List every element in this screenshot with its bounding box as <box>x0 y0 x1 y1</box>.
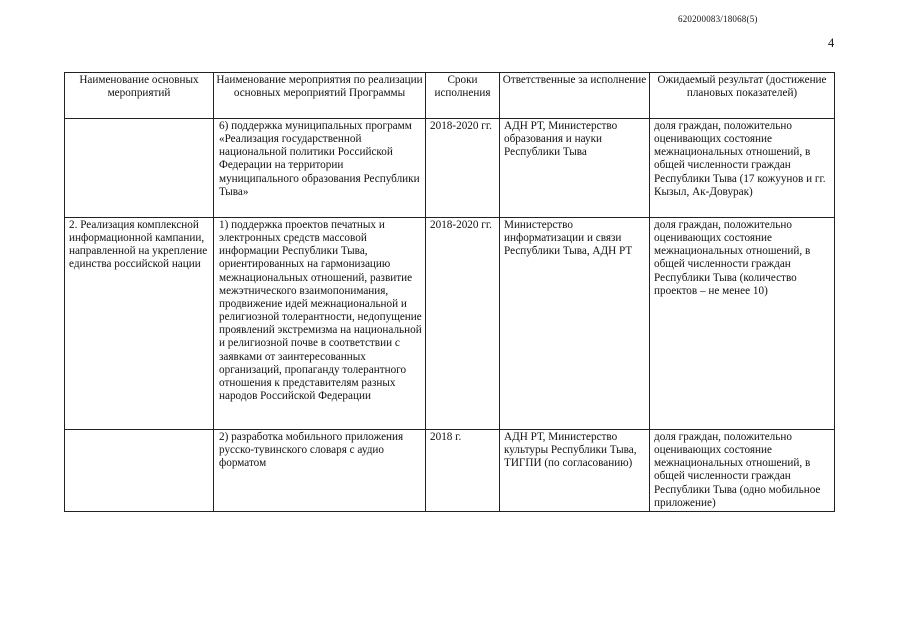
cell-result: доля граждан, положительно оценивающих состояние межнациональных отношений, в общей численности граждан Республики Тыва (количество проектов – не менее 10) <box>650 218 835 430</box>
table-row <box>65 119 835 218</box>
cell-terms: 2018-2020 гг. <box>426 218 500 430</box>
cell-result: доля граждан, положительно оценивающих состояние межнациональных отношений, в общей численности граждан Республики Тыва (17 кожуунов и гг. Кызыл, Ак-Довурак) <box>650 119 835 218</box>
cell-activity: 6) поддержка муниципальных программ «Реализация государственной национальной политики Российской Федерации на территории муниципального образования Республики Тыва» <box>214 119 426 218</box>
cell-main: 2. Реализация комплексной информационной кампании, направленной на укрепление единства российской нации <box>65 218 214 430</box>
cell-terms: 2018-2020 гг. <box>426 119 500 218</box>
table-row <box>65 430 835 512</box>
header-responsible: Ответственные за исполнение <box>500 73 650 119</box>
cell-terms: 2018 г. <box>426 430 500 512</box>
header-main-activities: Наименование основных мероприятий <box>65 73 214 119</box>
document-code: 620200083/18068(5) <box>678 14 758 24</box>
page-number: 4 <box>828 36 835 50</box>
cell-activity: 2) разработка мобильного приложения русско-тувинского словаря с аудио форматом <box>214 430 426 512</box>
program-activities-table <box>64 72 835 512</box>
cell-main <box>65 430 214 512</box>
header-terms: Сроки исполнения <box>426 73 500 119</box>
cell-responsible: АДН РТ, Министерство культуры Республики Тыва, ТИГПИ (по согласованию) <box>500 430 650 512</box>
cell-result: доля граждан, положительно оценивающих состояние межнациональных отношений, в общей численности граждан Республики Тыва (одно мобильное приложение) <box>650 430 835 512</box>
header-activity-name: Наименование мероприятия по реализации основных мероприятий Программы <box>214 73 426 119</box>
header-expected-result: Ожидаемый результат (достижение плановых показателей) <box>650 73 835 119</box>
cell-responsible: Министерство информатизации и связи Республики Тыва, АДН РТ <box>500 218 650 430</box>
table-row <box>65 218 835 430</box>
table-header-row <box>65 73 835 119</box>
cell-responsible: АДН РТ, Министерство образования и науки Республики Тыва <box>500 119 650 218</box>
cell-main <box>65 119 214 218</box>
cell-activity: 1) поддержка проектов печатных и электронных средств массовой информации Республики Тыва, ориентированных на гармонизацию межнациональных отношений, развитие межэтнического взаимопонимания, продвижение идей межнациональной и религиозной толерантности, недопущение проявлений экстремизма на национальной и религиозной почве в соответствии с заявками от заинтересованных организаций, пропаганду толерантного отношения к представителям разных народов Российской Федерации <box>214 218 426 430</box>
